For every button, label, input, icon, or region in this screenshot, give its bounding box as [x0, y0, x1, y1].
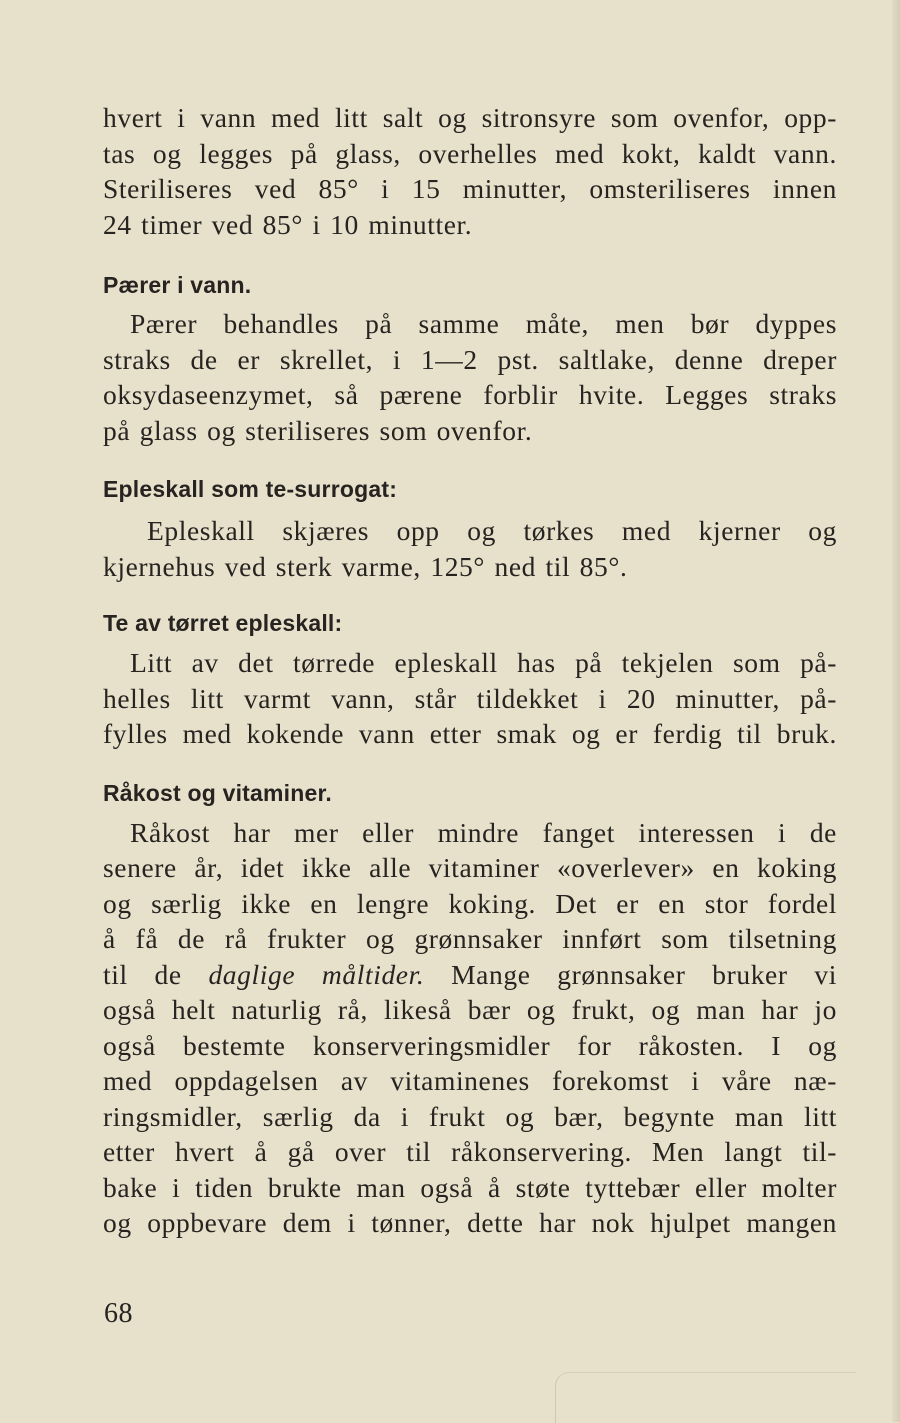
text-line: på glass og steriliseres som ovenfor.: [103, 414, 533, 446]
section-heading-te: Te av tørret epleskall:: [103, 610, 343, 636]
text-line: også helt naturlig rå, likeså bær og frukt, og man har jo: [103, 994, 837, 1025]
text-line: 24 timer ved 85° i 10 minutter.: [103, 208, 473, 240]
text-line: å få de rå frukter og grønnsaker innført som tilsetning: [103, 923, 837, 954]
section-heading-paerer: Pærer i vann.: [103, 272, 252, 298]
text-line: kjernehus ved sterk varme, 125° ned til 85°.: [103, 550, 628, 582]
book-page: [103, 100, 837, 1241]
text-line: etter hvert å gå over til råkonservering. Men langt til-: [103, 1136, 837, 1167]
text-line: senere år, idet ikke alle vitaminer «overlever» en koking: [103, 852, 837, 883]
text-line-with-italic: [103, 957, 837, 993]
text-line: og særlig ikke en lengre koking. Det er en stor fordel: [103, 887, 837, 919]
text-line: Råkost har mer eller mindre fanget interessen i de: [130, 816, 837, 848]
intro-paragraph: [103, 100, 837, 242]
text-line: og oppbevare dem i tønner, dette har nok hjulpet mangen: [103, 1207, 837, 1238]
rakost-paragraph: [103, 815, 837, 1241]
text-line: fylles med kokende vann etter smak og er ferdig til bruk.: [103, 718, 837, 749]
text-line: Steriliseres ved 85° i 15 minutter, omsteriliseres innen: [103, 173, 837, 204]
text-line: ringsmidler, særlig da i frukt og bær, begynte man litt: [103, 1100, 837, 1132]
text-line: oksydaseenzymet, så pærene forblir hvite. Legges straks: [103, 379, 837, 410]
text-line: også bestemte konserveringsmidler for råkosten. I og: [103, 1029, 837, 1061]
text-line: helles litt varmt vann, står tildekket i 20 minutter, på-: [103, 682, 837, 714]
section-heading-rakost: Råkost og vitaminer.: [103, 779, 332, 806]
text-line: straks de er skrellet, i 1—2 pst. saltlake, denne dreper: [103, 343, 837, 375]
text-line: med oppdagelsen av vitaminenes forekomst i våre næ-: [103, 1065, 837, 1096]
text-run: til de: [103, 958, 209, 990]
epleskall-paragraph: [103, 513, 837, 584]
text-run: Mange grønnsaker bruker vi: [424, 958, 837, 990]
page-edge: [892, 0, 900, 1422]
page-number: 68: [104, 1298, 133, 1329]
text-line: Epleskall skjæres opp og tørkes med kjerner og: [147, 515, 837, 546]
section-heading-epleskall: Epleskall som te-surrogat:: [103, 476, 398, 502]
text-line: hvert i vann med litt salt og sitronsyre som ovenfor, opp-: [103, 102, 837, 133]
text-line: Litt av det tørrede epleskall has på tekjelen som på-: [130, 647, 837, 678]
text-line: tas og legges på glass, overhelles med kokt, kaldt vann.: [103, 137, 837, 169]
italic-text: daglige måltider.: [208, 958, 425, 990]
paper-crease: [555, 1372, 856, 1423]
te-paragraph: [103, 645, 837, 752]
text-line: bake i tiden brukte man også å støte tyttebær eller molter: [103, 1171, 837, 1203]
text-line: Pærer behandles på samme måte, men bør dyppes: [130, 308, 837, 339]
paerer-paragraph: [103, 306, 837, 448]
